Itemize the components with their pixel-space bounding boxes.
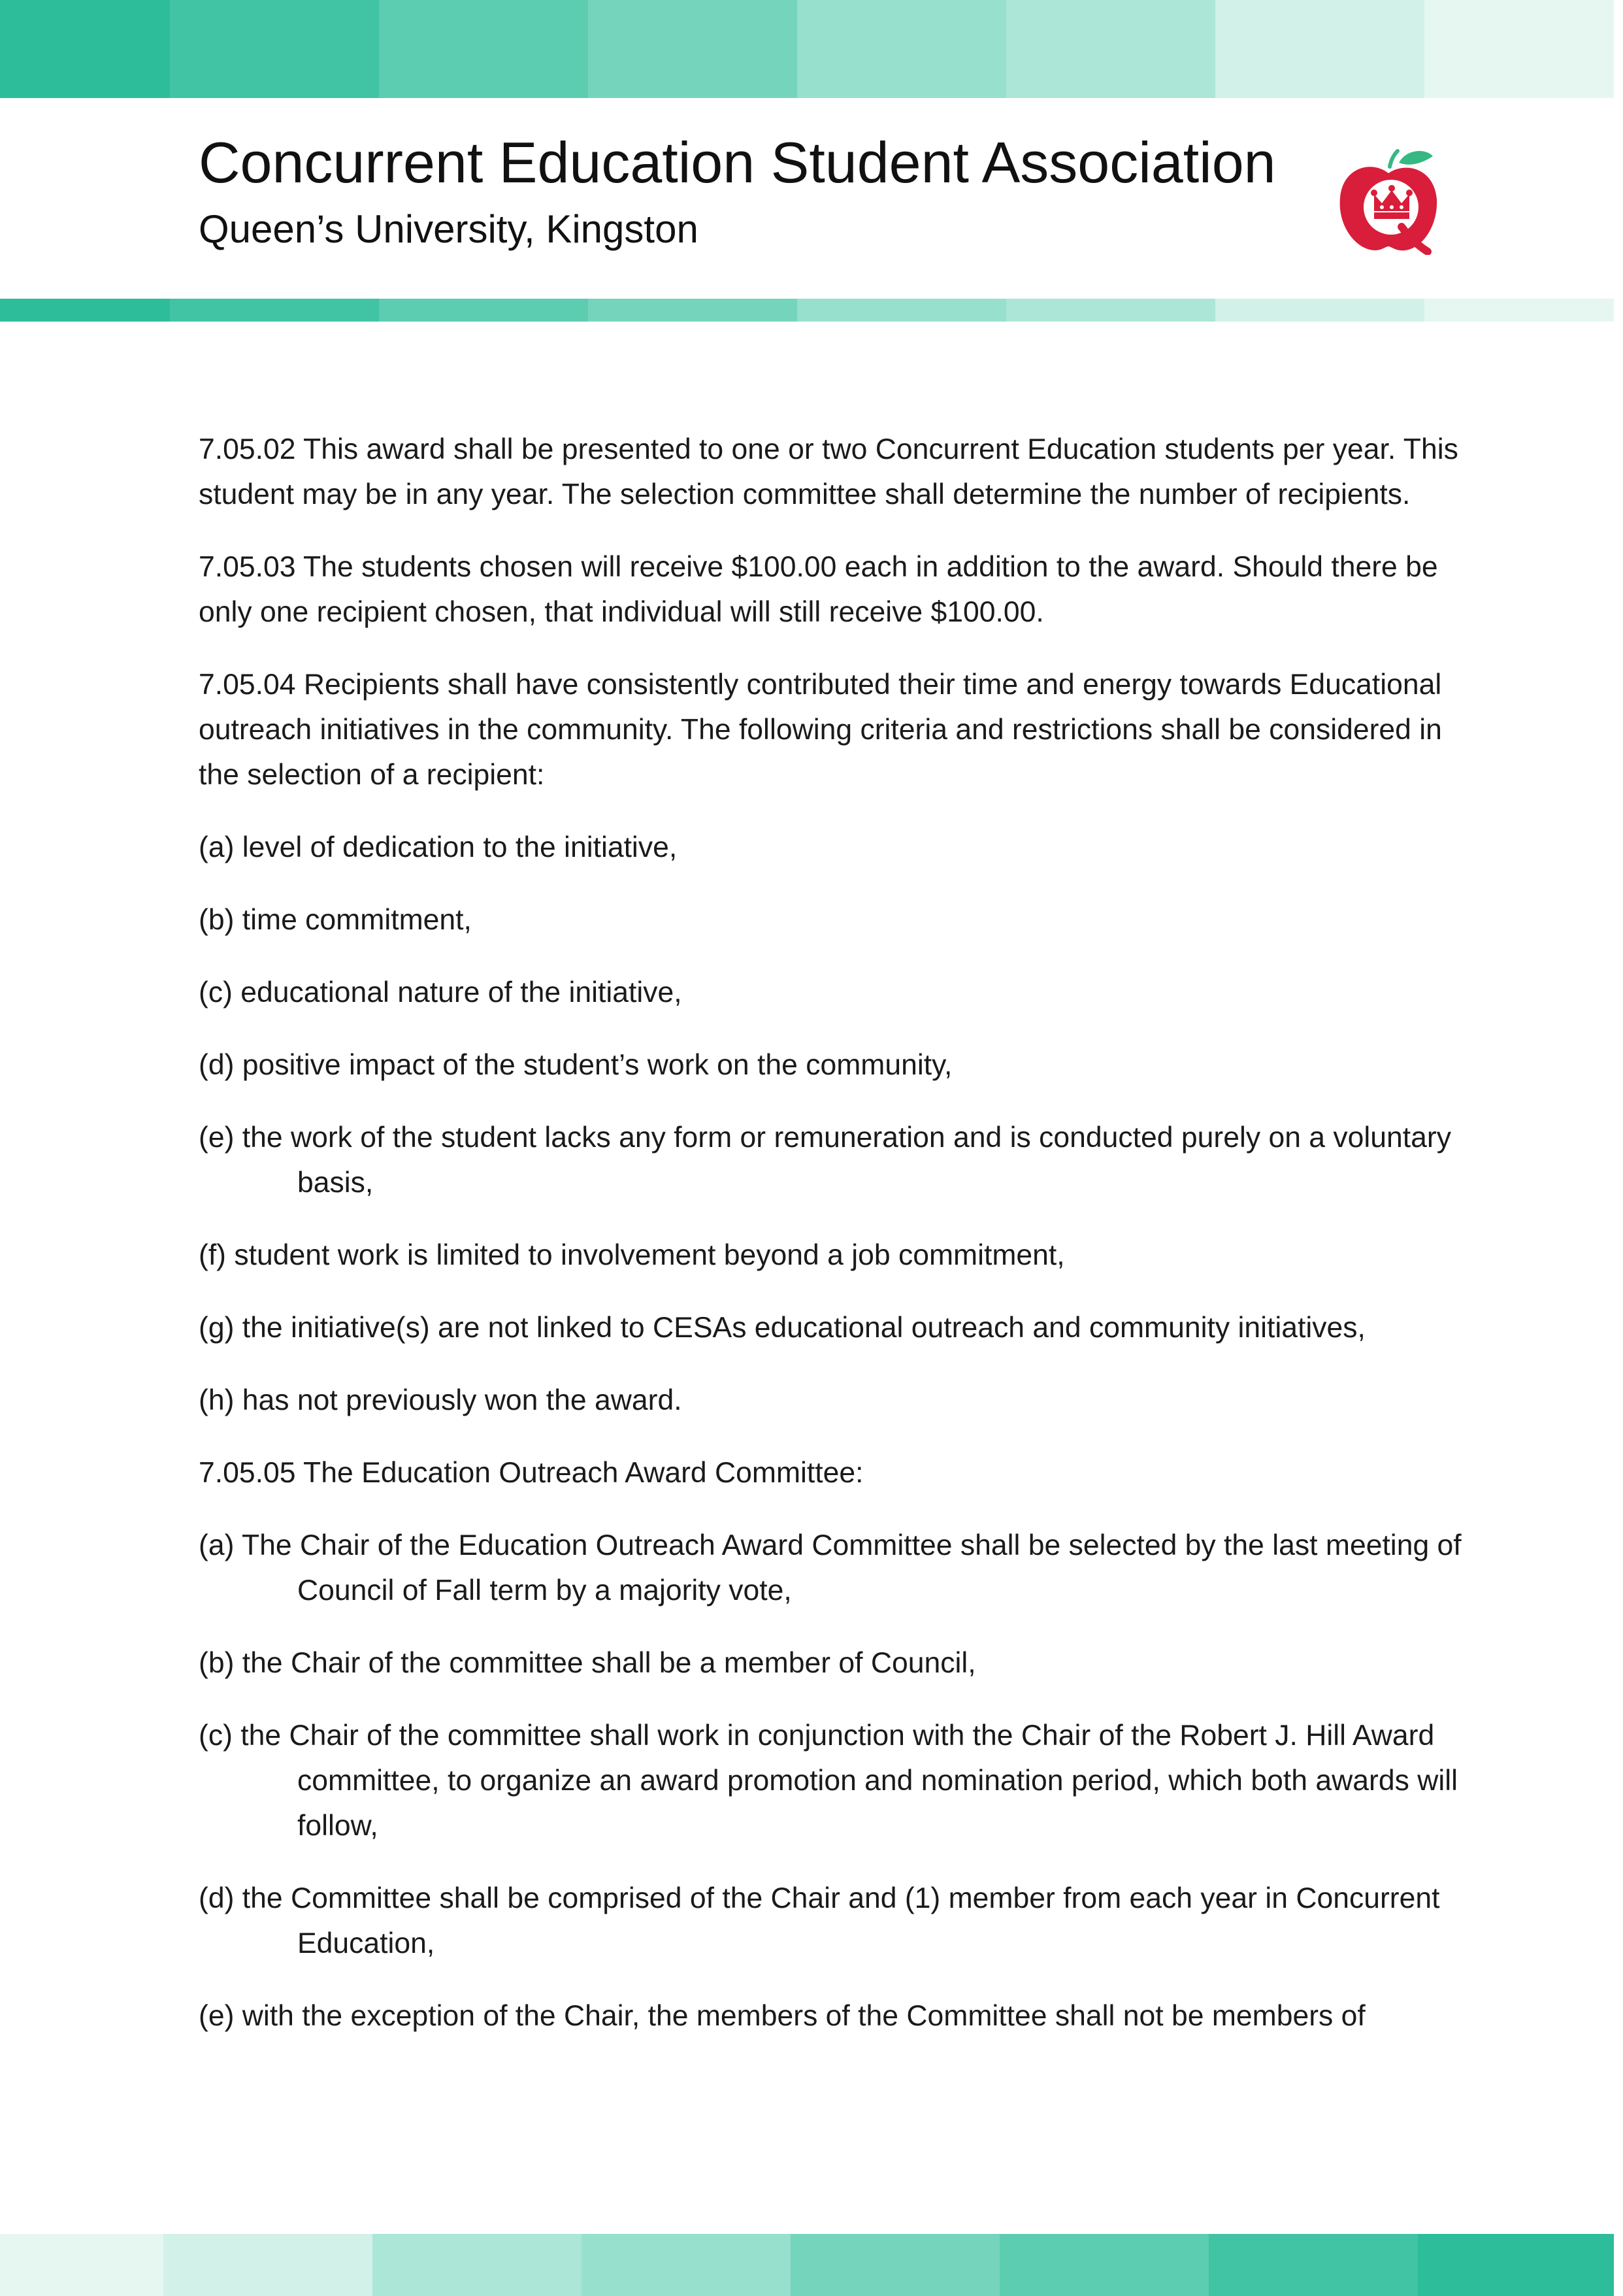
criteria-item-b: (b) time commitment, xyxy=(199,904,472,936)
section-7-05-03: 7.05.03 The students chosen will receive $100.00 each in addition to the award. Should there be only one recipient chosen, that individual will still receive $100.00. xyxy=(199,551,1438,628)
committee-item-c: (c) the Chair of the committee shall work in conjunction with the Chair of the Robert J. Hill Award committee, to organize an award promotion and nomination period, which both awards will follow, xyxy=(199,1720,1458,1842)
criteria-item-h: (h) has not previously won the award. xyxy=(199,1384,682,1416)
criteria-item-c: (c) educational nature of the initiative, xyxy=(199,976,682,1008)
apple-crown-logo-icon xyxy=(1336,147,1441,255)
criteria-item-g: (g) the initiative(s) are not linked to CESAs educational outreach and community initiatives, xyxy=(199,1312,1366,1344)
criteria-item-d: (d) positive impact of the student’s work on the community, xyxy=(199,1049,953,1081)
criteria-item-a: (a) level of dedication to the initiative, xyxy=(199,831,678,863)
committee-item-d: (d) the Committee shall be comprised of the Chair and (1) member from each year in Concurrent Education, xyxy=(199,1882,1440,1959)
committee-item-b: (b) the Chair of the committee shall be a member of Council, xyxy=(199,1647,976,1679)
criteria-item-f: (f) student work is limited to involvement beyond a job commitment, xyxy=(199,1239,1065,1271)
bottom-color-band xyxy=(0,2234,1614,2296)
page-title: Concurrent Education Student Association xyxy=(199,130,1276,195)
committee-item-e: (e) with the exception of the Chair, the members of the Committee shall not be members of xyxy=(199,2000,1366,2032)
page-subtitle: Queen’s University, Kingston xyxy=(199,207,698,251)
committee-item-a: (a) The Chair of the Education Outreach Award Committee shall be selected by the last meeting of Council of Fall term by a majority vote, xyxy=(199,1529,1462,1606)
section-7-05-05: 7.05.05 The Education Outreach Award Committee: xyxy=(199,1457,864,1489)
document-body xyxy=(199,427,1466,2066)
header-divider-band xyxy=(0,299,1614,322)
section-7-05-02: 7.05.02 This award shall be presented to one or two Concurrent Education students per year. This student may be in any year. The selection committee shall determine the number of recipients. xyxy=(199,433,1458,510)
section-7-05-04: 7.05.04 Recipients shall have consistently contributed their time and energy towards Educational outreach initiatives in the community. The following criteria and restrictions shall be considered in the selection of a recipient: xyxy=(199,669,1442,791)
top-color-band xyxy=(0,0,1614,98)
criteria-item-e: (e) the work of the student lacks any form or remuneration and is conducted purely on a voluntary basis, xyxy=(199,1122,1451,1199)
